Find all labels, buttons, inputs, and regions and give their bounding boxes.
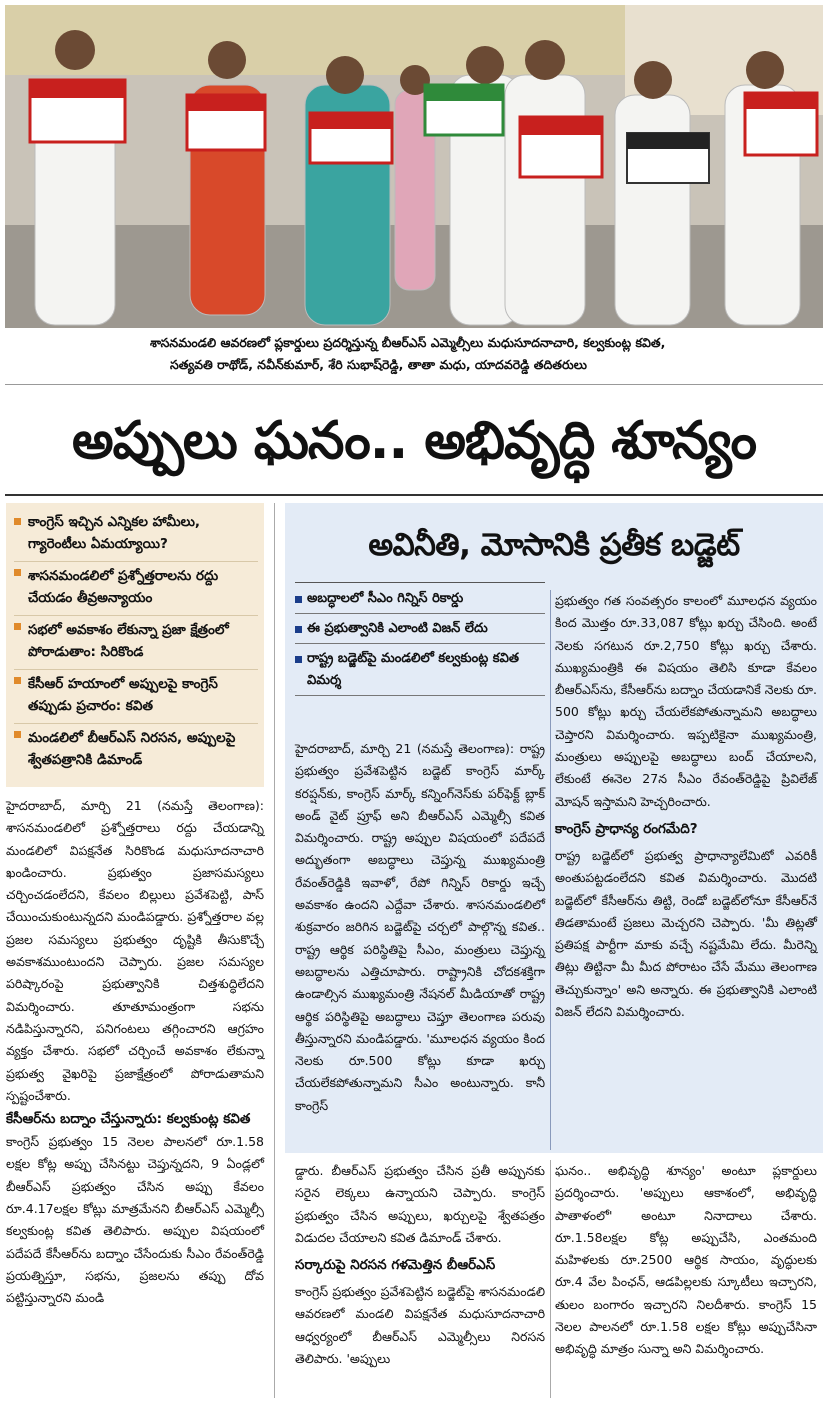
sidebar-bullet-item: రాష్ట్ర బడ్జెట్‌పై మండలిలో కల్వకుంట్ల కవిత విమర్శ [295,648,545,696]
article-paragraph: డ్డారు. బీఆర్‌ఎస్‌ ప్రభుత్వం చేసిన ప్రతీ అప్పునకు సరైన లెక్కలు ఉన్నాయని చెప్పారు. కాంగ్రెస్‌ ప్రభుత్వం చేసిన అప్పులు, ఖర్చులపై శ్వేతపత్రం విడుదల చేయాలని కవిత డిమాండ్‌ చేశారు. [295,1163,545,1245]
column-subheading: కేసీఆర్‌ను బద్నాం చేస్తున్నారు: కల్వకుంట్ల కవిత [6,1111,251,1128]
sidebar-article-title: అవినీతి, మోసానికి ప్రతీక బడ్జెట్‌ [368,527,740,563]
column-subheading: కాంగ్రెస్‌ ప్రాధాన్య రంగమేది? [555,820,698,837]
article-column-1 [6,795,264,1310]
sidebar-bullet-item: ఈ ప్రభుత్వానికి ఎలాంటి విజన్‌ లేదు [295,618,545,644]
article-paragraph: కాంగ్రెస్‌ ప్రభుత్వం ప్రవేశపెట్టిన బడ్జెట్‌పై శాసనమండలి ఆవరణలో మండలి విపక్షనేత మధుసూదనాచారి ఆధ్వర్యంలో బీఆర్‌ఎస్‌ ఎమ్మెల్సీలు నిరసన తెలిపారు. 'అప్పులు [295,1284,545,1367]
highlight-item: కేసీఆర్‌ హయాంలో అప్పులపై కాంగ్రెస్‌ తప్పుడు ప్రచారం: కవిత [14,669,258,717]
sidebar-bullet-item: అబద్ధాలలో సీఎం గిన్నిస్‌ రికార్డు [295,588,545,614]
main-headline: అప్పులు ఘనం.. అభివృద్ధి శూన్యం [72,411,756,471]
caption-line-2: సత్యవతి రాథోడ్‌, నవీన్‌కుమార్‌, శేరి సుభాష్‌రెడ్డి, తాతా మధు, యాదవరెడ్డి తదితరులు [170,357,587,372]
sidebar-article-column-b [555,590,817,1023]
photo-caption [150,332,820,376]
news-photo [5,5,823,328]
column-divider [274,503,275,1398]
highlight-item: కాంగ్రెస్‌ ఇచ్చిన ఎన్నికల హామీలు, గ్యారెంటీలు ఏమయ్యాయి? [14,511,258,555]
highlight-item: మండలిలో బీఆర్‌ఎస్‌ నిరసన, అప్పులపై శ్వేతపత్రానికి డిమాండ్‌ [14,723,258,771]
article-column-2-bottom [295,1160,545,1370]
highlight-item: శాసనమండలిలో ప్రశ్నోత్తరాలను రద్దు చేయడం తీవ్రఅన్యాయం [14,561,258,609]
sidebar-title-divider [295,582,545,583]
article-paragraph: రాష్ట్ర బడ్జెట్‌లో ప్రభుత్వ ప్రాధాన్యాలేమిటో ఎవరికీ అంతుపట్టడంలేదని కవిత విమర్శించారు. మొదటి బడ్జెట్‌లో కేసీఆర్‌ను తిట్టి, రెండో బడ్జెట్‌లోనూ కేసీఆర్‌నే తిడతామంటే ప్రజలు మెచ్చరని చెప్పారు. 'మీ తిట్లతో ప్రతిపక్ష పార్టీగా మాకు వచ్చే నష్టమేమి లేదు. మీరెన్ని తిట్లు తిట్టినా మీ మీద పోరాటం చేసే మేము తెలంగాణ తెచ్చుకున్నాం' అని అన్నారు. ఈ ప్రభుత్వానికి ఎలాంటి విజన్‌ లేదని విమర్శించారు. [555,847,817,1020]
article-paragraph: హైదరాబాద్‌, మార్చి 21 (నమస్తే తెలంగాణ): శాసనమండలిలో ప్రశ్నోత్తరాలు రద్దు చేయడాన్ని మండలిలో విపక్షనేత సిరికొండ మధుసూదనాచారి ఖండించారు. ప్రభుత్వం ప్రజాసమస్యలు చర్చించడంలేదని, కేవలం బిల్లులు ప్రవేశపెట్టి, పాస్‌ చేయించుకుంటున్నదని మండిపడ్డారు. ప్రశ్నోత్తరాల వల్ల ప్రజల సమస్యలు ప్రభుత్వం దృష్టికి తీసుకొచ్చే అవకాశముంటుందని చెప్పారు. ప్రజల సమస్యల పరిష్కారంపై ప్రభుత్వానికి చిత్తశుద్ధిలేదని విమర్శించారు. తూతూమంత్రంగా సభను నడిపిస్తున్నారని, పనిగంటలు తగ్గించారని ఆగ్రహం వ్యక్తం చేశారు. సభలో చర్చించే అవకాశం లేకున్నా ప్రభుత్వ వైఖరిపై ప్రజాక్షేత్రంలో పోరాడుతామని స్పష్టంచేశారు. [6,798,264,1103]
caption-line-1: శాసనమండలి ఆవరణలో ప్లకార్డులు ప్రదర్శిస్తున్న బీఆర్‌ఎస్‌ ఎమ్మెల్సీలు మధుసూదనాచారి, కల్వకుంట్ల కవిత, [150,335,666,350]
column-divider [550,590,551,1150]
headline-divider [5,494,823,496]
sidebar-article-column-a: హైదరాబాద్‌, మార్చి 21 (నమస్తే తెలంగాణ): రాష్ట్ర ప్రభుత్వం ప్రవేశపెట్టిన బడ్జెట్‌ కాంగ్రెస్‌ మార్క్‌ కరప్షన్‌కు, కాంగ్రెస్‌ మార్క్‌ కన్నింగ్‌నెస్‌కు పర్‌ఫెక్ట్‌ బ్లాక్‌ అండ్‌ వైట్‌ ప్రూఫ్‌ అని బీఆర్‌ఎస్‌ ఎమ్మెల్సీ కవిత విమర్శించారు. రాష్ట్ర అప్పుల విషయంలో పదేపదే అద్భుతంగా అబద్ధాలు చెప్తున్న ముఖ్యమంత్రి రేవంత్‌రెడ్డికి ఇవాళో, రేపో గిన్నిస్‌ రికార్డు ఇచ్చే అవకాశం ఉందని ఎద్దేవా చేశారు. శాసనమండలిలో శుక్రవారం జరిగిన బడ్జెట్‌పై చర్చలో పాల్గొన్న కవిత.. రాష్ట్ర ఆర్థిక పరిస్థితిపై సీఎం, మంత్రులు చెప్తున్న అబద్ధాలను ఎత్తిచూపారు. రాష్ట్రానికి చోదకశక్తిగా ఉండాల్సిన ముఖ్యమంత్రి నేషనల్‌ మీడియాతో రాష్ట్ర ఆర్థిక పరిస్థితిపై అబద్ధాలు చెప్తూ తెలంగాణ పరువు తీస్తున్నారని మండిపడ్డారు. 'మూలధన వ్యయం కింద నెలకు రూ.500 కోట్లు కూడా ఖర్చు చేయలేకపోతున్నామని సీఎం అంటున్నారు. కానీ కాంగ్రెస్‌ [295,741,545,1113]
sidebar-bullets [295,588,545,700]
protest-photo-illustration [5,5,823,328]
article-paragraph: ప్రభుత్వం గత సంవత్సరం కాలంలో మూలధన వ్యయం కింద మొత్తం రూ.33,087 కోట్లు ఖర్చు చేసింది. అంటే నెలకు సగటున రూ.2,750 కోట్లు ఖర్చు చేశారు. ముఖ్యమంత్రికి ఈ విషయం తెలిసి కూడా కేవలం బీఆర్‌ఎస్‌ను, కేసీఆర్‌ను బద్నాం చేయడానికే నెలకు రూ. 500 కోట్లు ఖర్చు చేయలేకపోతున్నామని అబద్ధాలు చెప్తారని విమర్శించారు. ఇప్పటికైనా ముఖ్యమంత్రి, మంత్రులు అప్పులపై అబద్ధాలు బంద్‌ చేయాలని, లేకుంటే ఈనెల 27న సీఎం రేవంత్‌రెడ్డిపై ప్రివిలేజ్‌ మోషన్‌ ఇస్తామని హెచ్చరించారు. [555,593,817,809]
article-paragraph: కాంగ్రెస్‌ ప్రభుత్వం 15 నెలల పాలనలో రూ.1.58 లక్షల కోట్ల అప్పు చేసినట్టు చెప్తున్నదని, 9 ఏండ్లలో బీఆర్‌ఎస్‌ ప్రభుత్వం చేసిన అప్పు కేవలం రూ.4.17లక్షల కోట్లు మాత్రమేనని బీఆర్‌ఎస్‌ ఎమ్మెల్సీ కల్వకుంట్ల కవిత తెలిపారు. అప్పుల విషయంలో పదేపదే కేసీఆర్‌ను బద్నాం చేసేందుకు సీఎం రేవంత్‌రెడ్డి ప్రయత్నిస్తూ, సభను, ప్రజలను తప్పు దోవ పట్టిస్తున్నారని మండి [6,1134,264,1306]
column-subheading: సర్కారుపై నిరసన గళమెత్తిన బీఆర్‌ఎస్‌ [295,1257,496,1274]
highlight-item: సభలో అవకాశం లేకున్నా ప్రజా క్షేత్రంలో పోరాడుతాం: సిరికొండ [14,615,258,663]
caption-divider [5,384,823,385]
highlights-box [6,503,264,787]
article-column-3-bottom: ఘనం.. అభివృద్ధి శూన్యం' అంటూ ప్లకార్డులు ప్రదర్శించారు. 'అప్పులు ఆకాశంలో, అభివృద్ధి పాతాళంలో' అంటూ నినాదాలు చేశారు. రూ.1.58లక్షల కోట్ల అప్పుచేసి, ఎంతమంది మహిళలకు రూ.2500 ఆర్థిక సాయం, వృద్ధులకు రూ.4 వేల పింఛన్‌, ఆడపిల్లలకు స్కూటీలు ఇచ్చారని, తులం బంగారం ఇచ్చారని నిలదీశారు. కాంగ్రెస్‌ 15 నెలల పాలనలో రూ.1.58 లక్షల కోట్లు అప్పుచేసినా అభివృద్ధి మాత్రం సున్నా అని విమర్శించారు. [555,1163,817,1357]
column-divider [550,1160,551,1398]
